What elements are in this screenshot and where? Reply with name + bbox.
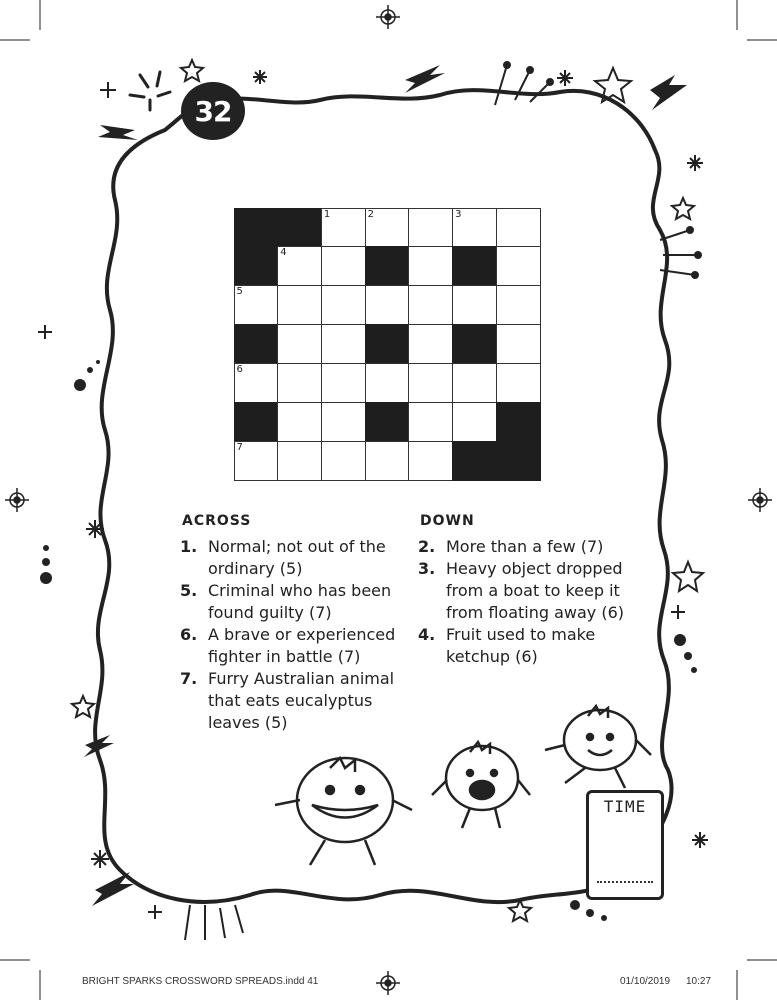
grid-cell[interactable] bbox=[452, 208, 497, 248]
clue-num: 6. bbox=[180, 625, 198, 644]
grid-cell[interactable] bbox=[408, 246, 453, 286]
timer-write-line bbox=[597, 881, 653, 883]
clue-item bbox=[180, 668, 400, 734]
down-clue-list bbox=[418, 536, 633, 668]
grid-cell-black bbox=[234, 402, 279, 442]
grid-cell[interactable] bbox=[496, 324, 541, 364]
grid-cell[interactable] bbox=[321, 208, 366, 248]
clue-num: 3. bbox=[418, 559, 436, 578]
clue-text: Normal; not out of the ordinary (5) bbox=[208, 537, 386, 578]
crossword-grid bbox=[234, 208, 540, 480]
grid-cell-black bbox=[277, 208, 322, 248]
clue-number: 5 bbox=[236, 286, 243, 298]
grid-cell[interactable] bbox=[234, 363, 279, 403]
grid-cell-black bbox=[452, 246, 497, 286]
grid-cell-black bbox=[365, 246, 410, 286]
grid-cell[interactable] bbox=[234, 285, 279, 325]
grid-cell[interactable] bbox=[408, 363, 453, 403]
grid-cell-black bbox=[234, 246, 279, 286]
clue-num: 4. bbox=[418, 625, 436, 644]
grid-cell-black bbox=[365, 402, 410, 442]
clue-item bbox=[418, 624, 633, 668]
clue-number: 1 bbox=[323, 208, 331, 220]
clue-text: A brave or experienced fighter in battle (7) bbox=[208, 625, 396, 666]
grid-cell[interactable] bbox=[277, 246, 322, 286]
grid-cell-black bbox=[496, 441, 541, 481]
clue-item bbox=[180, 536, 400, 580]
page-number-badge: 32 bbox=[181, 82, 245, 140]
grid-cell[interactable] bbox=[452, 285, 497, 325]
grid-cell-black bbox=[234, 324, 279, 364]
grid-cell-black bbox=[365, 324, 410, 364]
grid-cell[interactable] bbox=[321, 402, 366, 442]
grid-cell[interactable] bbox=[496, 285, 541, 325]
grid-cell[interactable] bbox=[321, 246, 366, 286]
grid-cell[interactable] bbox=[277, 285, 322, 325]
grid-cell[interactable] bbox=[321, 441, 366, 481]
grid-cell[interactable] bbox=[408, 285, 453, 325]
down-heading: DOWN bbox=[420, 513, 475, 529]
grid-cell[interactable] bbox=[277, 441, 322, 481]
grid-cell-black bbox=[452, 324, 497, 364]
grid-cell[interactable] bbox=[234, 441, 279, 481]
grid-cell[interactable] bbox=[277, 324, 322, 364]
across-clue-list bbox=[180, 536, 400, 734]
clue-item bbox=[418, 558, 633, 624]
grid-cell[interactable] bbox=[365, 363, 410, 403]
grid-cell[interactable] bbox=[452, 363, 497, 403]
clue-num: 2. bbox=[418, 537, 436, 556]
footer-file-info: BRIGHT SPARKS CROSSWORD SPREADS.indd 41 bbox=[82, 976, 319, 987]
clue-text: Criminal who has been found guilty (7) bbox=[208, 581, 392, 622]
grid-cell[interactable] bbox=[321, 324, 366, 364]
clue-item bbox=[180, 580, 400, 624]
grid-cell[interactable] bbox=[365, 285, 410, 325]
footer-date: 01/10/2019 bbox=[620, 976, 671, 987]
grid-cell[interactable] bbox=[408, 208, 453, 248]
grid-cell[interactable] bbox=[496, 363, 541, 403]
clue-item bbox=[418, 536, 633, 558]
clue-item bbox=[180, 624, 400, 668]
grid-cell[interactable] bbox=[277, 363, 322, 403]
grid-cell[interactable] bbox=[496, 246, 541, 286]
grid-cell[interactable] bbox=[496, 208, 541, 248]
clue-num: 5. bbox=[180, 581, 198, 600]
grid-cell[interactable] bbox=[452, 402, 497, 442]
grid-cell[interactable] bbox=[277, 402, 322, 442]
clue-number: 7 bbox=[236, 441, 243, 453]
clue-num: 1. bbox=[180, 537, 198, 556]
clue-number: 4 bbox=[280, 247, 287, 259]
across-heading: ACROSS bbox=[182, 513, 252, 529]
clue-text: Fruit used to make ketchup (6) bbox=[446, 625, 596, 666]
clue-text: More than a few (7) bbox=[446, 537, 604, 556]
clue-text: Heavy object dropped from a boat to keep it from floating away (6) bbox=[446, 559, 625, 622]
timer-label: TIME bbox=[603, 797, 647, 816]
grid-cell[interactable] bbox=[365, 208, 410, 248]
timer-box bbox=[586, 790, 664, 900]
grid-cell[interactable] bbox=[321, 285, 366, 325]
grid-cell-black bbox=[496, 402, 541, 442]
burst-icon bbox=[130, 72, 170, 110]
clue-number: 3 bbox=[455, 208, 462, 220]
clue-number: 2 bbox=[367, 208, 375, 220]
grid-cell[interactable] bbox=[408, 402, 453, 442]
grid-cell[interactable] bbox=[321, 363, 366, 403]
clue-number: 6 bbox=[236, 363, 243, 375]
clue-num: 7. bbox=[180, 669, 198, 688]
lightning-icon bbox=[84, 65, 687, 906]
grid-cell[interactable] bbox=[365, 441, 410, 481]
grid-cell-black bbox=[234, 208, 279, 248]
clue-text: Furry Australian animal that eats eucalyptus leaves (5) bbox=[208, 669, 395, 732]
grid-cell-black bbox=[452, 441, 497, 481]
grid-cell[interactable] bbox=[408, 324, 453, 364]
footer-time: 10:27 bbox=[686, 976, 712, 987]
grid-cell[interactable] bbox=[408, 441, 453, 481]
